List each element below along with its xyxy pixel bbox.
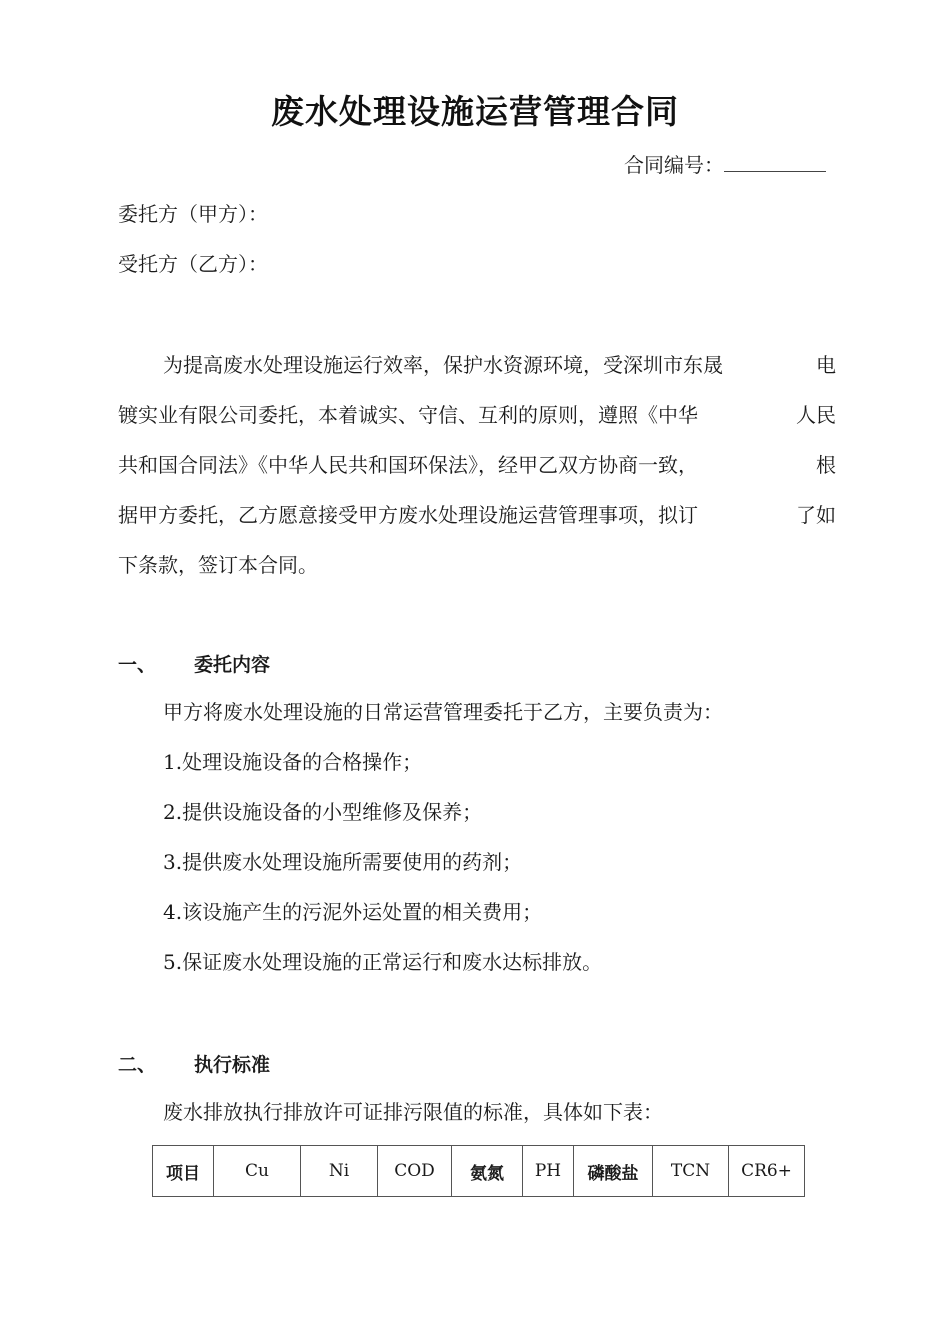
intro-segment: 下条款，签订本合同。 [118,553,318,577]
list-item: 2.提供设施设备的小型维修及保养； [163,800,483,824]
section-1-heading [118,650,270,677]
document-title: 废水处理设施运营管理合同 [271,92,679,131]
intro-paragraph [118,340,836,590]
party-a-label: 委托方（甲方）： [118,202,268,226]
section-1-title: 委托内容 [194,654,271,676]
intro-segment: 据甲方委托，乙方愿意接受甲方废水处理设施运营管理事项，拟订 [118,503,698,527]
table-header-cell: TCN [653,1146,729,1197]
table-header-cell: 氨氮 [452,1146,523,1197]
section-2-number: 二、 [118,1054,157,1076]
intro-line [118,390,836,440]
intro-segment: 人民 [796,403,836,427]
intro-line [118,340,836,390]
table-header-cell: COD [378,1146,452,1197]
contract-number-blank [724,153,826,172]
table-header-cell: Cu [214,1146,301,1197]
list-item: 3.提供废水处理设施所需要使用的药剂； [163,850,523,874]
intro-line [118,540,836,590]
list-item: 5.保证废水处理设施的正常运行和废水达标排放。 [163,950,603,974]
intro-segment: 镀实业有限公司委托，本着诚实、守信、互利的原则，遵照《中华 [118,403,698,427]
standards-table [152,1145,805,1197]
contract-number [624,153,826,177]
table-row [153,1146,805,1197]
section-2-description: 废水排放执行排放许可证排污限值的标准，具体如下表： [163,1100,663,1124]
table-header-cell: CR6+ [729,1146,805,1197]
intro-segment: 根 [816,453,836,477]
list-item: 4.该设施产生的污泥外运处置的相关费用； [163,900,543,924]
section-1-description: 甲方将废水处理设施的日常运营管理委托于乙方，主要负责为： [163,700,723,724]
table-header-cell: 项目 [153,1146,214,1197]
section-2-title: 执行标准 [194,1054,271,1076]
table-header-cell: PH [523,1146,574,1197]
table-header-cell: 磷酸盐 [574,1146,653,1197]
contract-number-label: 合同编号： [624,153,724,177]
section-2-heading [118,1050,270,1077]
intro-segment: 电 [816,353,836,377]
intro-segment: 为提高废水处理设施运行效率，保护水资源环境，受深圳市东晟 [163,353,723,377]
section-1-number: 一、 [118,654,157,676]
intro-segment: 了如 [796,503,836,527]
party-b-label: 受托方（乙方）： [118,252,268,276]
intro-line [118,490,836,540]
intro-segment: 共和国合同法》《中华人民共和国环保法》，经甲乙双方协商一致， [118,453,698,477]
intro-line [118,440,836,490]
list-item: 1.处理设施设备的合格操作； [163,750,423,774]
table-header-cell: Ni [301,1146,378,1197]
